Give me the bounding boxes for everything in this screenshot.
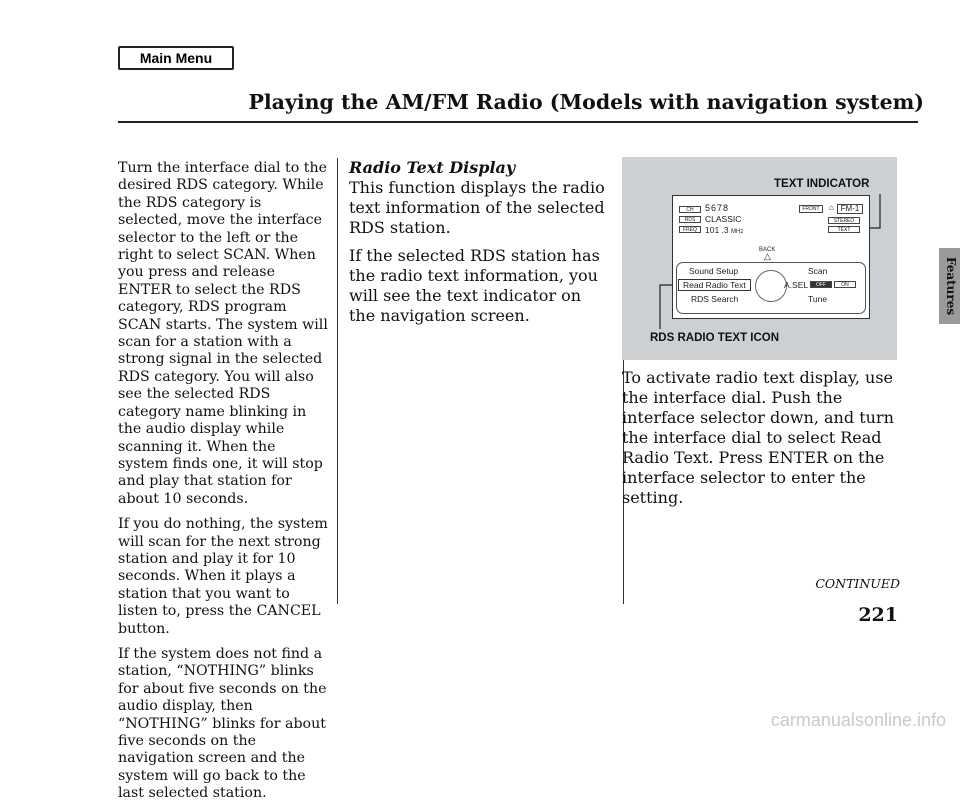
frequency: 101 .3 MHz bbox=[705, 225, 744, 235]
column-right bbox=[622, 368, 904, 516]
menu-item-tune[interactable]: Tune bbox=[808, 294, 828, 304]
antenna-icon: ⌂ bbox=[829, 203, 834, 212]
menu-item-sound-setup[interactable]: Sound Setup bbox=[689, 266, 739, 276]
menu-item-scan[interactable]: Scan bbox=[808, 266, 828, 276]
page-number: 221 bbox=[858, 604, 898, 626]
column-left bbox=[118, 160, 330, 811]
back-arrow-icon[interactable]: △ bbox=[764, 251, 771, 261]
paragraph: If you do nothing, the system will scan for the next strong station and play it for 10 seconds. When it plays a station that you want to listen to, press the CANCEL button. bbox=[118, 516, 328, 637]
page-title: Playing the AM/FM Radio (Models with navigation system) bbox=[248, 90, 924, 114]
paragraph: If the selected RDS station has the radio text information, you will see the text indicator on the navigation screen. bbox=[349, 246, 600, 325]
paragraph: To activate radio text display, use the interface dial. Push the interface selector down, and turn the interface dial to select Read Radio Text. Press ENTER on the interface selector to enter the setting. bbox=[622, 368, 894, 507]
text-indicator-label: TEXT INDICATOR bbox=[774, 178, 870, 190]
band-indicator: FM-1 bbox=[837, 204, 863, 214]
paragraph: Turn the interface dial to the desired RDS category. While the RDS category is selected, move the interface selector to the left or the right to select SCAN. When you press and release ENTER to select the RDS category, RDS program SCAN starts. The system will scan for a station with a strong signal in the selected RDS category. You will also see the selected RDS category name blinking in the audio display while scanning it. When the system finds one, it will stop and play that station for about 10 seconds. bbox=[118, 160, 328, 507]
column-divider bbox=[337, 158, 338, 604]
stereo-indicator: STEREO bbox=[828, 217, 860, 224]
interface-dial-icon bbox=[755, 270, 787, 302]
paragraph: This function displays the radio text information of the selected RDS station. bbox=[349, 178, 605, 237]
front-indicator: FRONT bbox=[799, 205, 823, 213]
rds-radio-text-icon-label: RDS RADIO TEXT ICON bbox=[650, 332, 780, 344]
text-indicator: TEXT bbox=[828, 226, 860, 233]
ch-tab[interactable]: CH bbox=[679, 206, 701, 213]
nav-screen bbox=[672, 195, 870, 319]
station-number: 5678 bbox=[705, 203, 730, 213]
title-rule bbox=[118, 121, 918, 123]
rds-tab[interactable]: RDS bbox=[679, 216, 701, 223]
freq-tab[interactable]: FREQ bbox=[679, 226, 701, 233]
menu-item-asel[interactable]: A.SEL bbox=[784, 280, 809, 290]
section-heading: Radio Text Display bbox=[349, 158, 516, 177]
watermark: carmanualsonline.info bbox=[770, 710, 946, 730]
menu-item-rds-search[interactable]: RDS Search bbox=[691, 294, 739, 304]
paragraph: If the system does not find a station, “NOTHING” blinks for about five seconds on the audio display, then “NOTHING” blinks for about five seconds on the navigation screen and the system will go back to the last selected station. bbox=[118, 645, 327, 802]
main-menu-button[interactable]: Main Menu bbox=[118, 46, 234, 70]
menu-item-read-radio-text[interactable]: Read Radio Text bbox=[678, 279, 751, 291]
station-name: CLASSIC bbox=[705, 214, 742, 224]
section-tab-label: Features bbox=[944, 256, 958, 316]
column-middle bbox=[349, 158, 609, 334]
back-label: BACK bbox=[759, 247, 776, 253]
asel-on-toggle[interactable]: ON bbox=[834, 281, 856, 288]
continued-label: CONTINUED bbox=[815, 576, 900, 591]
asel-off-toggle[interactable]: OFF bbox=[810, 281, 832, 288]
